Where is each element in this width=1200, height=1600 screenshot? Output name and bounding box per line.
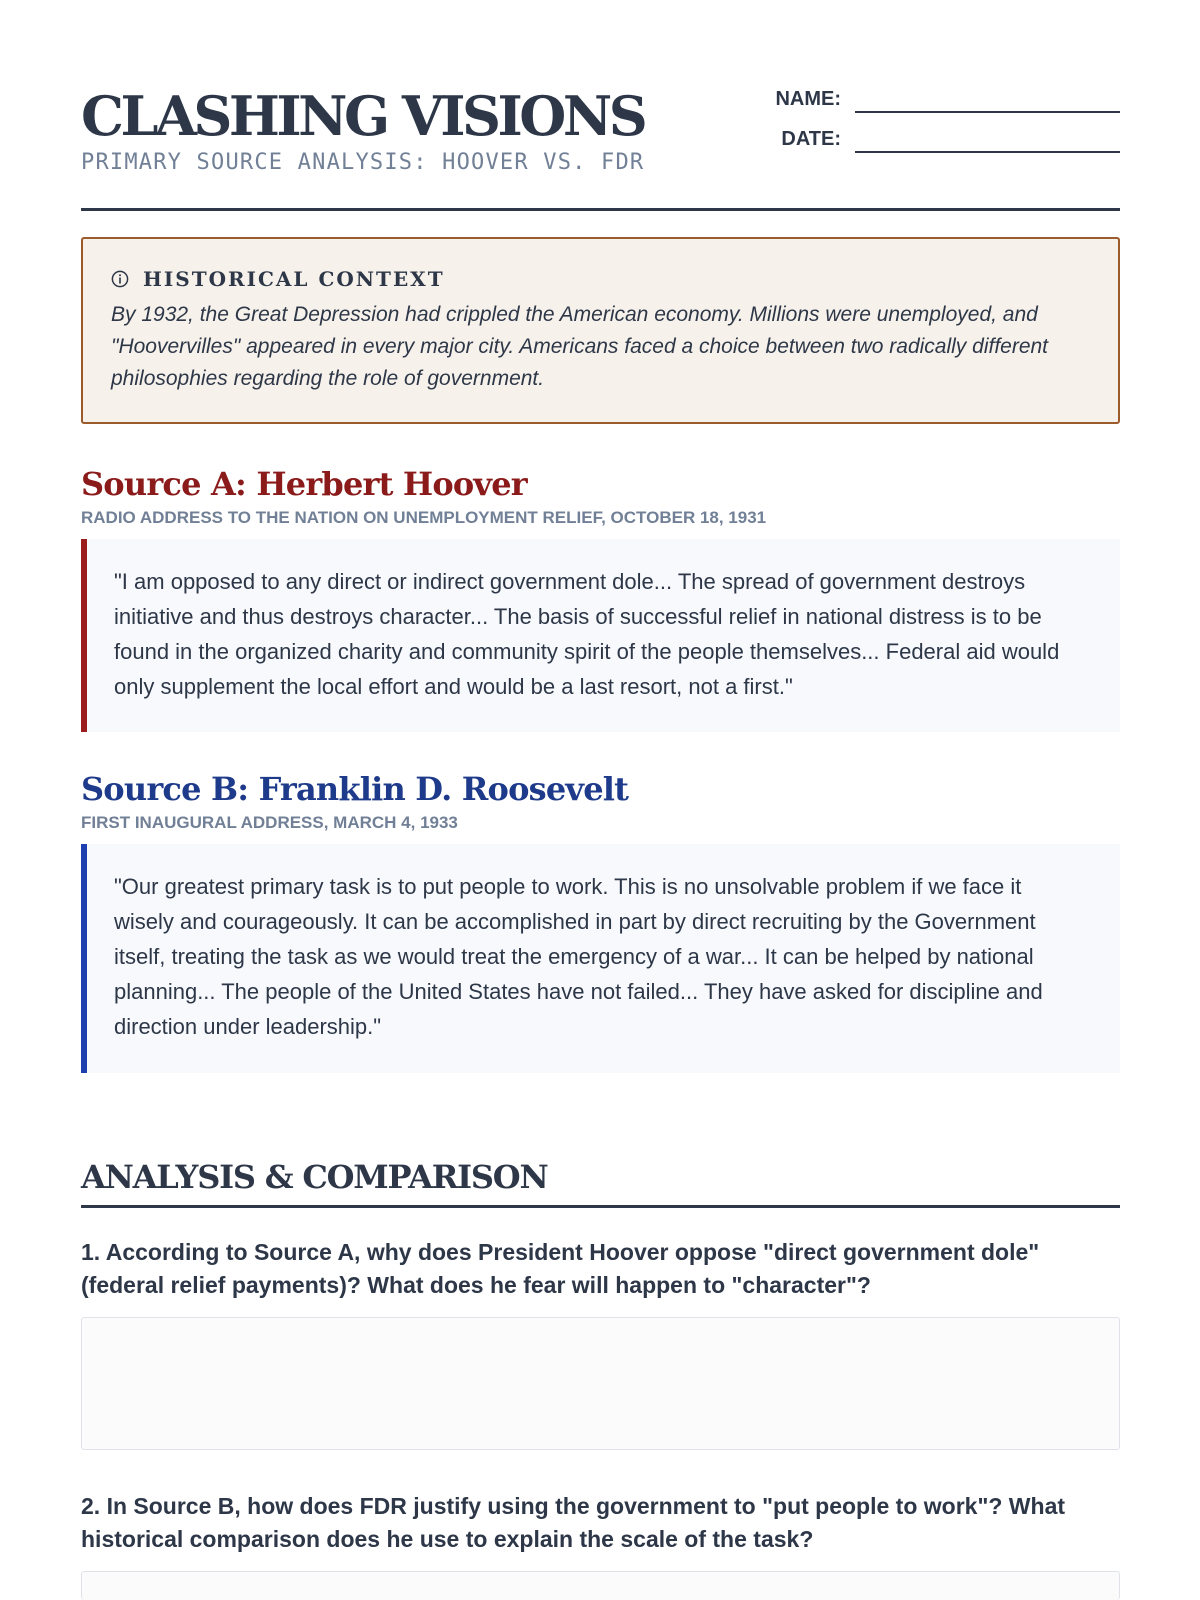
header-divider (81, 208, 1120, 211)
analysis-title: ANALYSIS & COMPARISON (81, 1158, 548, 1196)
context-text: By 1932, the Great Depression had crippled the American economy. Millions were unemployed, and "Hoovervilles" appeared in every major city. Americans faced a choice between two radically different philosophies regarding the role of government. (111, 303, 1049, 390)
source-b-quote (81, 844, 1120, 1073)
date-field[interactable] (855, 151, 1120, 153)
name-field-row (761, 82, 1120, 122)
analysis-divider (81, 1205, 1120, 1208)
source-a-citation: RADIO ADDRESS TO THE NATION ON UNEMPLOYMENT RELIEF, OCTOBER 18, 1931 (81, 508, 767, 527)
source-a (81, 463, 1120, 732)
date-field-row (761, 122, 1120, 162)
info-icon (111, 270, 129, 288)
source-b-citation: FIRST INAUGURAL ADDRESS, MARCH 4, 1933 (81, 813, 458, 832)
source-a-quote (81, 539, 1120, 732)
date-label: DATE: (781, 128, 841, 150)
name-label: NAME: (775, 88, 841, 110)
question-1: 1. According to Source A, why does President Hoover oppose "direct government dole" (federal relief payments)? What does he fear will happen to "character"? (81, 1239, 1040, 1298)
page-subtitle: PRIMARY SOURCE ANALYSIS: HOOVER VS. FDR (81, 150, 645, 175)
context-title: HISTORICAL CONTEXT (143, 267, 445, 291)
name-field[interactable] (855, 111, 1120, 113)
worksheet-header (81, 82, 1120, 212)
question-2: 2. In Source B, how does FDR justify using the government to "put people to work"? What historical comparison does he use to explain the scale of the task? (81, 1493, 1066, 1552)
source-b-quote-text: "Our greatest primary task is to put people to work. This is no unsolvable problem if we face it wisely and courageously. It can be accomplished in part by direct recruiting by the Government itself, treating the task as we would treat the emergency of a war... It can be helped by national planning... The people of the United States have not failed... They have asked for discipline and direction under leadership." (114, 874, 1043, 1039)
source-a-title: Source A: Herbert Hoover (81, 465, 527, 503)
answer-box-1[interactable] (81, 1317, 1120, 1450)
context-heading (111, 265, 1090, 293)
source-a-quote-text: "I am opposed to any direct or indirect government dole... The spread of government destroys initiative and thus destroys character... The basis of successful relief in national distress is to be found in the organized charity and community spirit of the people themselves... Federal aid would only supplement the local effort and would be a last resort, not a first." (114, 569, 1060, 699)
historical-context-box (81, 237, 1120, 424)
source-b (81, 768, 1120, 1073)
answer-box-2[interactable] (81, 1571, 1120, 1600)
page-title: CLASHING VISIONS (81, 84, 645, 148)
name-date-fields (761, 82, 1120, 162)
source-b-title: Source B: Franklin D. Roosevelt (81, 770, 629, 808)
